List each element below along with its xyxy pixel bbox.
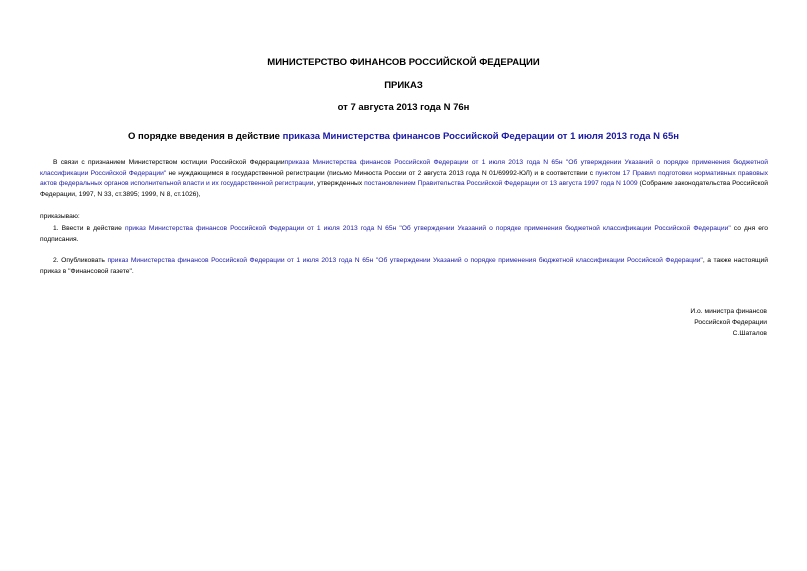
preamble-text-4: (Собрание законодательства Российской Федерации, 1997, N 33, ст.3895; 1999, N 8, ст.1026), — [40, 180, 768, 198]
order-word-section — [40, 212, 768, 223]
preamble-text-3: , утвержденных — [313, 180, 365, 188]
item-1-order-link[interactable]: приказ Министерства финансов Российской Федерации от 1 июля 2013 года N 65н "Об утверждении Указаний о порядке применения бюджетной классификации Российской Федерации" — [124, 225, 731, 232]
preamble-paragraph — [40, 158, 768, 200]
subject-prefix: О порядке введения в действие — [128, 131, 283, 142]
preamble-section — [40, 158, 768, 200]
order-word: приказываю: — [40, 213, 80, 220]
government-decree-link[interactable]: постановлением Правительства Российской Федерации от 13 августа 1997 года N 1009 — [364, 180, 638, 188]
subject-link[interactable]: приказа Министерства финансов Российской Федерации от 1 июля 2013 года N 65н — [282, 131, 679, 142]
item-2-text-2: , а также настоящий приказ в "Финансовой газете". — [40, 257, 768, 275]
signature-title: И.о. министра финансов — [690, 308, 767, 315]
signature-name: С.Шаталов — [732, 330, 767, 337]
subject-heading — [0, 131, 807, 143]
item-2-section — [40, 256, 768, 277]
item-2-paragraph — [40, 256, 768, 277]
item-2-order-link[interactable]: приказ Министерства финансов Российской Федерации от 1 июля 2013 года N 65н "Об утверждении Указаний о порядке применения бюджетной классификации Российской Федерации" — [107, 257, 703, 264]
order-65n-link[interactable]: приказа Министерства финансов Российской Федерации от 1 июля 2013 года N 65н "Об утверждении Указаний о порядке применения бюджетной классификации Российской Федерации" — [40, 159, 768, 177]
signature-block — [690, 306, 767, 339]
item-1-text-2: со дня его подписания. — [40, 225, 768, 243]
item-1-paragraph — [40, 224, 768, 245]
item-2-text-1: 2. Опубликовать — [53, 257, 108, 264]
preamble-text-2: не нуждающимся в государственной регистрации (письмо Минюста России от 2 августа 2013 года N 01/69992-ЮЛ) и в соответствии с — [166, 169, 596, 177]
item-1-section — [40, 224, 768, 245]
document-type-heading: ПРИКАЗ — [384, 80, 423, 91]
ministry-heading: МИНИСТЕРСТВО ФИНАНСОВ РОССИЙСКОЙ ФЕДЕРАЦИИ — [267, 57, 540, 68]
signature-organization: Российской Федерации — [694, 319, 767, 326]
item-1-text-1: 1. Ввести в действие — [53, 225, 125, 232]
rules-point-17-link[interactable]: пунктом 17 Правил подготовки нормативных правовых актов федеральных органов исполнительной власти и их государственной регистрации — [40, 169, 769, 188]
preamble-text-1: В связи с признанием Министерством юстиции Российской Федерации — [53, 159, 285, 166]
date-number-heading: от 7 августа 2013 года N 76н — [337, 102, 470, 113]
